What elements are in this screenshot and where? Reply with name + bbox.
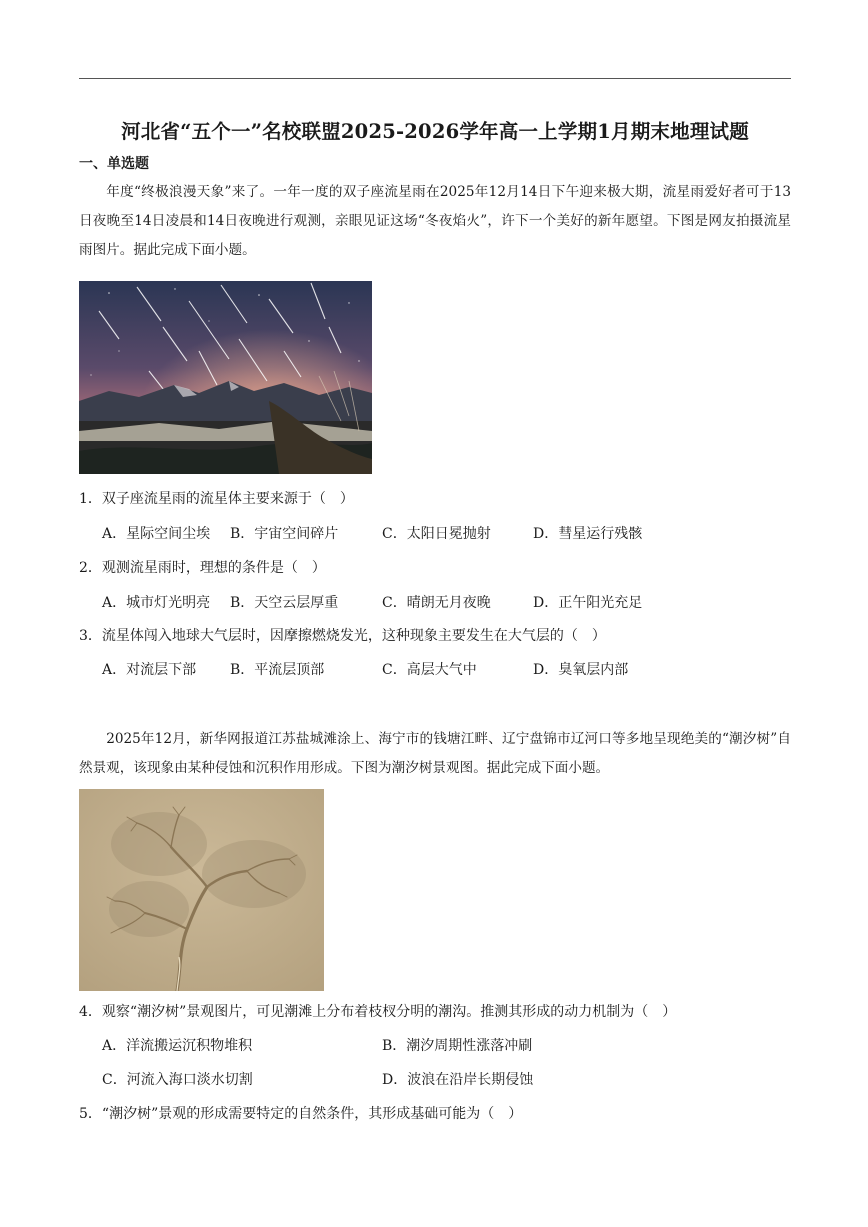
question-2-option-b[interactable]: B．天空云层厚重 — [230, 595, 339, 611]
question-1-option-c[interactable]: C．太阳日冕抛射 — [382, 526, 491, 542]
question-3-stem: 3．流星体闯入地球大气层时，因摩擦燃烧发光，这种现象主要发生在大气层的（ ） — [79, 628, 606, 644]
question-2-stem: 2．观测流星雨时，理想的条件是（ ） — [79, 560, 326, 576]
question-4-option-c[interactable]: C．河流入海口淡水切割 — [102, 1072, 253, 1088]
tidal-tree-photo — [79, 789, 324, 991]
question-3-option-a[interactable]: A．对流层下部 — [102, 662, 197, 678]
question-2-option-d[interactable]: D．正午阳光充足 — [533, 595, 643, 611]
question-3-option-d[interactable]: D．臭氧层内部 — [533, 662, 629, 678]
question-4-stem: 4．观察“潮汐树”景观图片，可见潮滩上分布着枝杈分明的潮沟。推测其形成的动力机制为（ ） — [79, 1004, 677, 1020]
page-title: 河北省“五个一”名校联盟2025-2026学年高一上学期1月期末地理试题 — [121, 120, 749, 143]
header-rule — [79, 78, 791, 79]
question-1-stem: 1．双子座流星雨的流星体主要来源于（ ） — [79, 491, 354, 507]
question-3-option-b[interactable]: B．平流层顶部 — [230, 662, 325, 678]
question-4-option-b[interactable]: B．潮汐周期性涨落冲刷 — [382, 1038, 533, 1054]
question-4-option-d[interactable]: D．波浪在沿岸长期侵蚀 — [382, 1072, 534, 1088]
passage-meteor-shower: 年度“终极浪漫天象”来了。一年一度的双子座流星雨在2025年12月14日下午迎来极大期，流星雨爱好者可于13日夜晚至14日凌晨和14日夜晚进行观测，亲眼见证这场“冬夜焰火”，许下一个美好的新年愿望。下图是网友拍摄流星雨图片。据此完成下面小题。 — [79, 184, 791, 258]
question-2-option-a[interactable]: A．城市灯光明亮 — [102, 595, 211, 611]
question-2-option-c[interactable]: C．晴朗无月夜晚 — [382, 595, 491, 611]
question-1-option-b[interactable]: B．宇宙空间碎片 — [230, 526, 339, 542]
passage-tidal-tree: 2025年12月，新华网报道江苏盐城滩涂上、海宁市的钱塘江畔、辽宁盘锦市辽河口等多地呈现绝美的“潮汐树”自然景观，该现象由某种侵蚀和沉积作用形成。下图为潮汐树景观图。据此完成下面小题。 — [79, 731, 791, 776]
question-1-option-d[interactable]: D．彗星运行残骸 — [533, 526, 643, 542]
meteor-shower-photo — [79, 281, 372, 474]
section-heading: 一、单选题 — [79, 156, 149, 172]
question-1-option-a[interactable]: A．星际空间尘埃 — [102, 526, 211, 542]
question-5-stem: 5．“潮汐树”景观的形成需要特定的自然条件，其形成基础可能为（ ） — [79, 1106, 523, 1122]
question-3-option-c[interactable]: C．高层大气中 — [382, 662, 477, 678]
question-4-option-a[interactable]: A．洋流搬运沉积物堆积 — [102, 1038, 253, 1054]
